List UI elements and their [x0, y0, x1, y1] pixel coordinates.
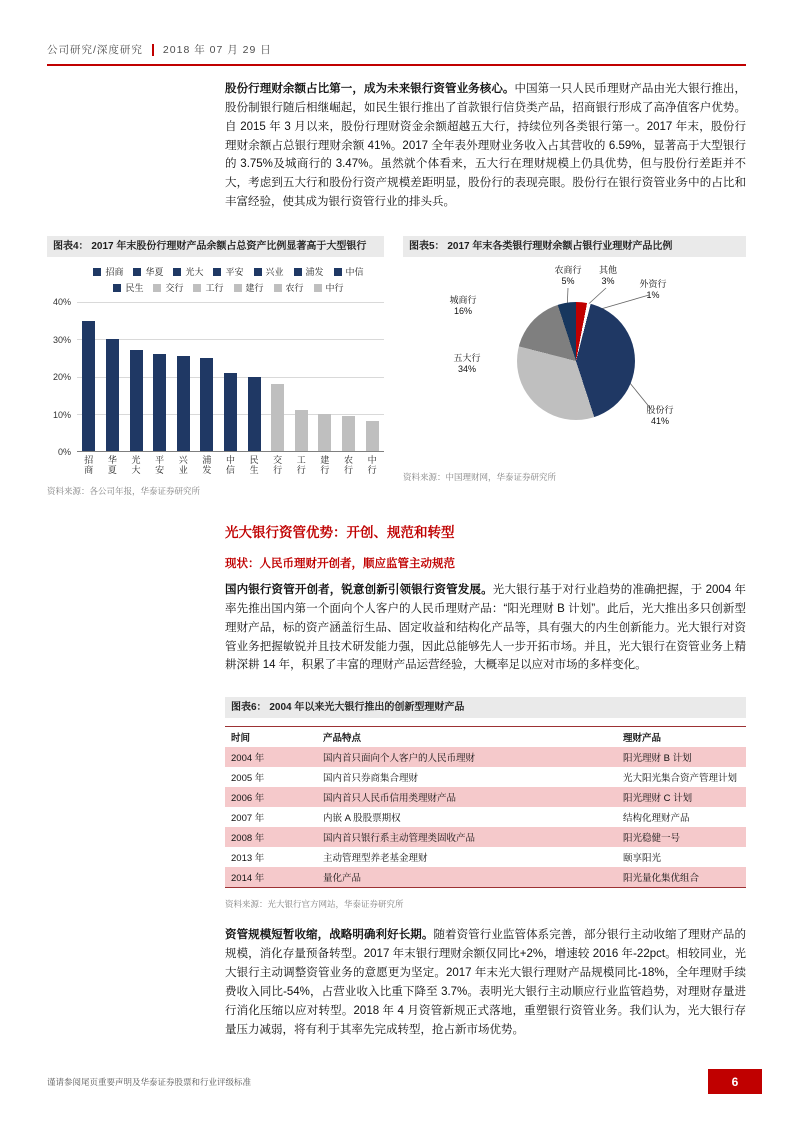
pie-label-农商行: 农商行 5%: [554, 265, 582, 287]
legend-label: 建行: [245, 283, 264, 294]
column-header-feature: 产品特点: [317, 727, 617, 748]
report-category: 公司研究/深度研究: [47, 44, 143, 56]
paragraph-3-lead: 资管规模短暂收缩，战略明确利好长期。: [225, 929, 434, 942]
legend-label: 民生: [125, 283, 144, 294]
report-date: 2018 年 07 月 29 日: [162, 44, 272, 56]
x-label-column: [101, 455, 125, 475]
table-cell: 2014 年: [231, 873, 265, 885]
legend-item: [334, 265, 364, 278]
bar-column: [360, 302, 384, 451]
section-subheading: 现状：人民币理财开创者，顺应监管主动规范: [225, 558, 455, 571]
paragraph-2-body: 光大银行基于对行业趋势的准确把握，于 2004 年率先推出国内第一个面向个人客户的人民币理财产品：“阳光理财 B 计划”。此后，光大推出多只创新型理财产品，标的资产涵盖衍生品、固定收益和结构化产品等，具有强大的内生创新能力。光大银行对资管业务把握敏锐并且技术研发能力强，因此总能够先人一步开拓市场。并且，光大银行在资管业务上精耕深耕 14 年，积累了丰富的理财产品运营经验，大概率足以应对市场的多样变化。: [225, 584, 746, 672]
bar-光大: [130, 350, 143, 451]
figure-6: [225, 697, 746, 888]
bar-chart-yaxis: [47, 297, 77, 458]
x-tick-label: 华夏: [106, 455, 117, 476]
table-row: [225, 747, 746, 767]
bar-平安: [153, 354, 166, 451]
figure-4: [47, 236, 384, 497]
y-tick-label: 0%: [57, 447, 71, 458]
figure-6-table-head: [225, 727, 746, 748]
legend-swatch-icon: [314, 284, 322, 292]
table-cell: 2008 年: [231, 833, 265, 845]
x-label-column: [337, 455, 361, 475]
legend-item: [133, 265, 163, 278]
x-label-column: [77, 455, 101, 475]
x-label-column: [124, 455, 148, 475]
table-row: [225, 787, 746, 807]
legend-label: 工行: [205, 283, 224, 294]
bar-chart: [47, 265, 384, 475]
section-heading: 光大银行资管优势：开创、规范和转型: [225, 525, 455, 541]
x-label-column: [219, 455, 243, 475]
table-cell: 阳光理财 C 计划: [623, 793, 693, 805]
table-cell: 阳光稳健一号: [623, 833, 681, 845]
table-header-row: [225, 727, 746, 748]
table-cell: 2007 年: [231, 813, 265, 825]
legend-swatch-icon: [193, 284, 201, 292]
figure-6-title: 图表6： 2004 年以来光大银行推出的创新型理财产品: [225, 697, 746, 718]
legend-label: 华夏: [145, 267, 164, 278]
x-label-column: [313, 455, 337, 475]
paragraph-2-lead: 国内银行资管开创者，锐意创新引领银行资管发展。: [225, 584, 493, 597]
bar-column: [195, 302, 219, 451]
x-label-column: [148, 455, 172, 475]
legend-item: [234, 281, 264, 294]
bar-chart-bars: [77, 302, 384, 451]
legend-swatch-icon: [93, 268, 101, 276]
figure-5: [403, 236, 746, 497]
legend-item: [274, 281, 304, 294]
legend-label: 招商: [105, 267, 124, 278]
bar-中行: [366, 421, 379, 451]
bar-chart-plot: [77, 302, 384, 452]
table-cell: 内嵌 A 股股票期权: [323, 813, 401, 825]
legend-swatch-icon: [294, 268, 302, 276]
figure-5-source: 资料来源：中国理财网，华泰证券研究所: [403, 472, 557, 483]
legend-label: 农行: [285, 283, 304, 294]
x-label-column: [289, 455, 313, 475]
bar-兴业: [177, 356, 190, 451]
table-cell: 阳光量化集优组合: [623, 873, 700, 885]
paragraph-3: [225, 926, 746, 1039]
legend-swatch-icon: [234, 284, 242, 292]
table-cell: 国内首只人民币信用类理财产品: [323, 793, 457, 805]
legend-item: [314, 281, 344, 294]
column-header-product: 理财产品: [617, 727, 746, 748]
footer-disclaimer: 谨请参阅尾页重要声明及华泰证券股票和行业评级标准: [47, 1076, 252, 1087]
paragraph-3-body: 随着资管行业监管体系完善，部分银行主动收缩了理财产品的规模，消化存量预备转型。2017 年末银行理财余额仅同比+2%，增速较 2016 年-22pct。相较同业，光大银行主动调整资管业务的意愿更为坚定。2017 年末光大银行理财产品规模同比-18%，全年理财手续费收入同比-54%，占营业收入比重下降至 3.7%。表明光大银行主动顺应行业监管趋势，对理财存量进行消化压缩以应对转型。2018 年 4 月资管新规正式落地，重塑银行资管业务。我们认为，光大银行存量压力减弱，将有利于其率先完成转型，抢占新市场优势。: [225, 929, 747, 1036]
legend-item: [153, 281, 183, 294]
y-tick-label: 20%: [52, 372, 71, 383]
legend-swatch-icon: [254, 268, 262, 276]
pie-label-其他: 其他 3%: [598, 265, 617, 287]
page-header: [47, 42, 746, 57]
legend-swatch-icon: [113, 284, 121, 292]
legend-row-1: [93, 265, 363, 278]
legend-label: 中信: [345, 267, 364, 278]
legend-label: 交行: [165, 283, 184, 294]
legend-label: 平安: [225, 267, 244, 278]
figure-6-source: 资料来源：光大银行官方网站，华泰证券研究所: [225, 899, 404, 910]
pie-label-外资行: 外资行 1%: [639, 279, 667, 301]
legend-row-2: [113, 281, 343, 294]
bar-column: [77, 302, 101, 451]
header-rule: [47, 64, 746, 66]
table-cell: 阳光理财 B 计划: [623, 753, 692, 765]
table-cell: 国内首只面向个人客户的人民币理财: [323, 753, 476, 765]
bar-工行: [295, 410, 308, 451]
bar-交行: [271, 384, 284, 451]
legend-swatch-icon: [153, 284, 161, 292]
table-cell: 主动管理型养老基金理财: [323, 853, 428, 865]
paragraph-2: [225, 581, 746, 675]
x-tick-label: 平安: [154, 455, 165, 476]
page-number-badge: 6: [708, 1069, 762, 1094]
x-tick-label: 中行: [366, 455, 377, 476]
paragraph-1-lead: 股份行理财余额占比第一，成为未来银行资管业务核心。: [225, 83, 515, 95]
page-footer: [47, 1069, 746, 1094]
x-tick-label: 工行: [295, 455, 306, 476]
figure-6-table: [225, 726, 746, 888]
x-tick-label: 中信: [224, 455, 235, 476]
table-cell: 结构化理财产品: [623, 813, 690, 825]
bar-建行: [318, 414, 331, 451]
figures-row: [47, 236, 746, 497]
x-label-column: [242, 455, 266, 475]
table-cell: 量化产品: [323, 873, 362, 885]
bar-中信: [224, 373, 237, 451]
table-cell: 2004 年: [231, 753, 265, 765]
bar-column: [171, 302, 195, 451]
figure-4-source: 资料来源：各公司年报，华泰证券研究所: [47, 486, 201, 497]
x-tick-label: 浦发: [201, 455, 212, 476]
x-label-column: [266, 455, 290, 475]
x-label-column: [195, 455, 219, 475]
bar-column: [148, 302, 172, 451]
table-row: [225, 807, 746, 827]
legend-label: 浦发: [305, 267, 324, 278]
bar-column: [124, 302, 148, 451]
x-tick-label: 农行: [343, 455, 353, 476]
bar-民生: [248, 377, 261, 452]
column-header-time: 时间: [225, 727, 317, 748]
legend-swatch-icon: [213, 268, 221, 276]
bar-column: [289, 302, 313, 451]
legend-swatch-icon: [334, 268, 342, 276]
bar-column: [101, 302, 125, 451]
y-tick-label: 40%: [52, 297, 71, 308]
bar-chart-plot-wrap: [47, 297, 384, 458]
pie-label-五大行: 五大行 34%: [453, 353, 481, 375]
legend-item: [173, 265, 203, 278]
table-row: [225, 867, 746, 888]
table-cell: 2013 年: [231, 853, 265, 865]
bar-农行: [342, 416, 355, 451]
pie-label-股份行: 股份行 41%: [646, 405, 674, 427]
legend-label: 兴业: [265, 267, 284, 278]
table-cell: 国内首只银行系主动管理类固收产品: [323, 833, 476, 845]
figure-5-title: 图表5： 2017 年末各类银行理财余额占银行业理财产品比例: [403, 236, 746, 257]
bar-column: [266, 302, 290, 451]
x-tick-label: 光大: [130, 455, 141, 476]
table-cell: 国内首只券商集合理财: [323, 773, 419, 785]
legend-item: [294, 265, 324, 278]
table-cell: 光大阳光集合资产管理计划: [623, 773, 738, 785]
figure-4-title: 图表4： 2017 年末股份行理财产品余额占总资产比例显著高于大型银行: [47, 236, 384, 257]
table-cell: 2006 年: [231, 793, 265, 805]
x-tick-label: 建行: [319, 455, 330, 476]
x-tick-label: 招商: [83, 455, 94, 476]
legend-swatch-icon: [274, 284, 282, 292]
table-row: [225, 767, 746, 787]
x-tick-label: 民生: [248, 455, 259, 476]
table-cell: 2005 年: [231, 773, 265, 785]
table-cell: 颐享阳光: [623, 853, 662, 865]
pie-chart: [403, 265, 746, 461]
bar-chart-xlabels: [77, 455, 384, 475]
legend-item: [254, 265, 284, 278]
table-row: [225, 847, 746, 867]
bar-column: [337, 302, 361, 451]
legend-item: [213, 265, 243, 278]
header-separator-bar: [152, 44, 154, 56]
x-label-column: [171, 455, 195, 475]
x-tick-label: 兴业: [177, 455, 188, 476]
bar-column: [242, 302, 266, 451]
x-tick-label: 交行: [272, 455, 283, 476]
bar-chart-legend: [73, 265, 384, 294]
y-tick-label: 10%: [52, 409, 71, 420]
bar-column: [313, 302, 337, 451]
bar-column: [219, 302, 243, 451]
legend-swatch-icon: [173, 268, 181, 276]
pie: [517, 302, 635, 420]
legend-item: [193, 281, 223, 294]
pie-label-城商行: 城商行 16%: [449, 295, 477, 317]
y-tick-label: 30%: [52, 334, 71, 345]
legend-label: 中行: [325, 283, 344, 294]
bar-招商: [82, 321, 95, 451]
bar-浦发: [200, 358, 213, 451]
bar-华夏: [106, 339, 119, 451]
legend-label: 光大: [185, 267, 204, 278]
legend-item: [93, 265, 123, 278]
figure6-tbody: [225, 747, 746, 888]
table-row: [225, 827, 746, 847]
x-label-column: [360, 455, 384, 475]
legend-swatch-icon: [133, 268, 141, 276]
paragraph-1: [225, 80, 746, 212]
legend-item: [113, 281, 143, 294]
paragraph-1-body: 中国第一只人民币理财产品由光大银行推出，股份制银行随后相继崛起，如民生银行推出了首款银行信贷类产品，招商银行形成了高净值客户优势。自 2015 年 3 月以来，股份行理财资金余额超越五大行，持续位列各类银行第一。2017 年末，股份行理财余额占总银行理财余额 41%。2017 全年表外理财业务收入占其营收的 6.59%，显著高于大型银行的 3.75%及城商行的 3.47%。虽然就个体看来，五大行在理财规模上仍具优势，但与股份行差距并不大，考虑到五大行和股份行资产规模差距明显，股份行的表现亮眼。股份行在银行资管业务中的占比和丰富经验，使其成为银行资管行业的排头兵。: [225, 83, 747, 209]
